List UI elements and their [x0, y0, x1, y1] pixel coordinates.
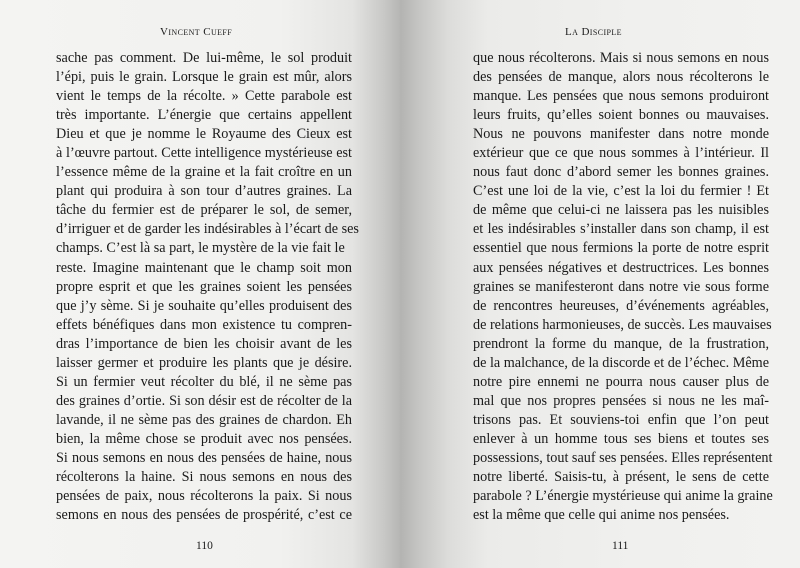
text-line: champs. C’est là sa part, le mystère de la vie fait le [56, 240, 345, 257]
text-line: propre esprit et que les graines soient les pensées [56, 278, 352, 295]
running-head-title: La Disciple [565, 26, 622, 38]
text-line: Dieu et que je nomme le Royaume des Cieux est [56, 126, 352, 143]
text-line: extérieur que ce que nous sommes à l’intérieur. Il [473, 145, 769, 162]
text-line: mal que nos propres pensées si nous ne les maî- [473, 392, 769, 409]
text-line: notre pire ennemi ne pourra nous causer plus de [473, 373, 769, 390]
text-line: possessions, tout sauf ses pensées. Elles représentent [473, 449, 773, 466]
text-line: enlever à un homme tous ses biens et toutes ses [473, 430, 769, 447]
text-line: aux pensées négatives et destructrices. Les bonnes [473, 259, 769, 276]
text-line: Si nous semons en nous des pensées de haine, nous [56, 449, 352, 466]
text-line: manque. Les pensées que nous semons produiront [473, 88, 769, 105]
text-line: laisser germer et produire les plants que je désire. [56, 354, 352, 371]
right-page [400, 0, 800, 568]
body-text-right [473, 49, 773, 525]
text-line: Nous ne pouvons manifester dans notre monde [473, 126, 769, 143]
text-line: trisons pas. Et souviens-toi enfin que l’on peut [473, 411, 769, 428]
text-line: graines se manifesteront dans notre vie sous forme [473, 278, 769, 295]
text-line: de la malchance, de la discorde et de l’échec. Même [473, 354, 769, 371]
text-line: prendront la forme du manque, de la frustration, [473, 335, 769, 352]
text-line: tâche du fermier est de préparer le sol, de semer, [56, 202, 352, 219]
text-line: de même que celui-ci ne laissera pas les nuisibles [473, 202, 769, 219]
text-line: à l’œuvre partout. Cette intelligence mystérieuse est [56, 145, 352, 162]
text-line: de rencontres heureuses, d’événements agréables, [473, 297, 769, 314]
text-line: est la même que celle qui anime nos pensées. [473, 507, 730, 524]
running-head-author: Vincent Cueff [160, 26, 233, 38]
body-text-left [56, 49, 359, 525]
text-line: l’essence même de la graine et la fait croître en un [56, 164, 352, 181]
text-line: que j’y sème. Si je souhaite qu’elles produisent des [56, 297, 352, 314]
text-line: pensées de paix, nous récolterons la paix. Si nous [56, 488, 352, 505]
text-line: effets bénéfiques dans mon existence tu compren- [56, 316, 352, 333]
text-line: Si un fermier veut récolter du blé, il ne sème pas [56, 373, 352, 390]
text-line: C’est une loi de la vie, c’est la loi du fermier ! Et [473, 183, 769, 200]
text-line: dras l’importance de bien les choisir avant de les [56, 335, 352, 352]
text-line: reste. Imagine maintenant que le champ soit mon [56, 259, 352, 276]
page-number-left: 110 [196, 540, 213, 552]
text-line: de relations harmonieuses, de succès. Les mauvaises [473, 316, 772, 333]
text-line: sache pas comment. De lui-même, le sol produit [56, 50, 352, 66]
page-number-right: 111 [612, 540, 629, 552]
text-line: parabole ? L’énergie mystérieuse qui anime la graine [473, 488, 773, 505]
text-line: récolterons la haine. Si nous semons en nous des [56, 469, 352, 486]
text-line: vient le temps de la récolte. » Cette parabole est [56, 88, 352, 105]
text-line: leurs fruits, qu’elles soient bonnes ou mauvaises. [473, 107, 769, 124]
text-line: très importante. L’énergie que certains appellent [56, 107, 352, 124]
text-line: des pensées de manque, alors nous récolterons le [473, 69, 769, 86]
text-line: semons en nous des pensées de prospérité, c’est ce [56, 507, 352, 524]
text-line: l’épi, puis le grain. Lorsque le grain est mûr, alors [56, 69, 352, 86]
text-line: que nous récolterons. Mais si nous semons en nous [473, 50, 769, 66]
text-line: des graines d’ortie. Si son désir est de récolter de la [56, 392, 352, 409]
text-line: essentiel que nous fermions la porte de notre esprit [473, 240, 769, 257]
text-line: bien, la même chose se produit avec nos pensées. [56, 430, 352, 447]
text-line: d’irriguer et de garder les indésirables à l’écart de ses [56, 221, 359, 238]
text-line: plant qui produira à son tour d’autres graines. La [56, 183, 352, 200]
text-line: notre liberté. Saisis-tu, à présent, le sens de cette [473, 469, 769, 486]
text-line: nous faut donc d’abord semer les bonnes graines. [473, 164, 769, 181]
text-line: et les indésirables s’installer dans son champ, il est [473, 221, 769, 238]
text-line: lavande, il ne sème pas des graines de chardon. Eh [56, 411, 352, 428]
